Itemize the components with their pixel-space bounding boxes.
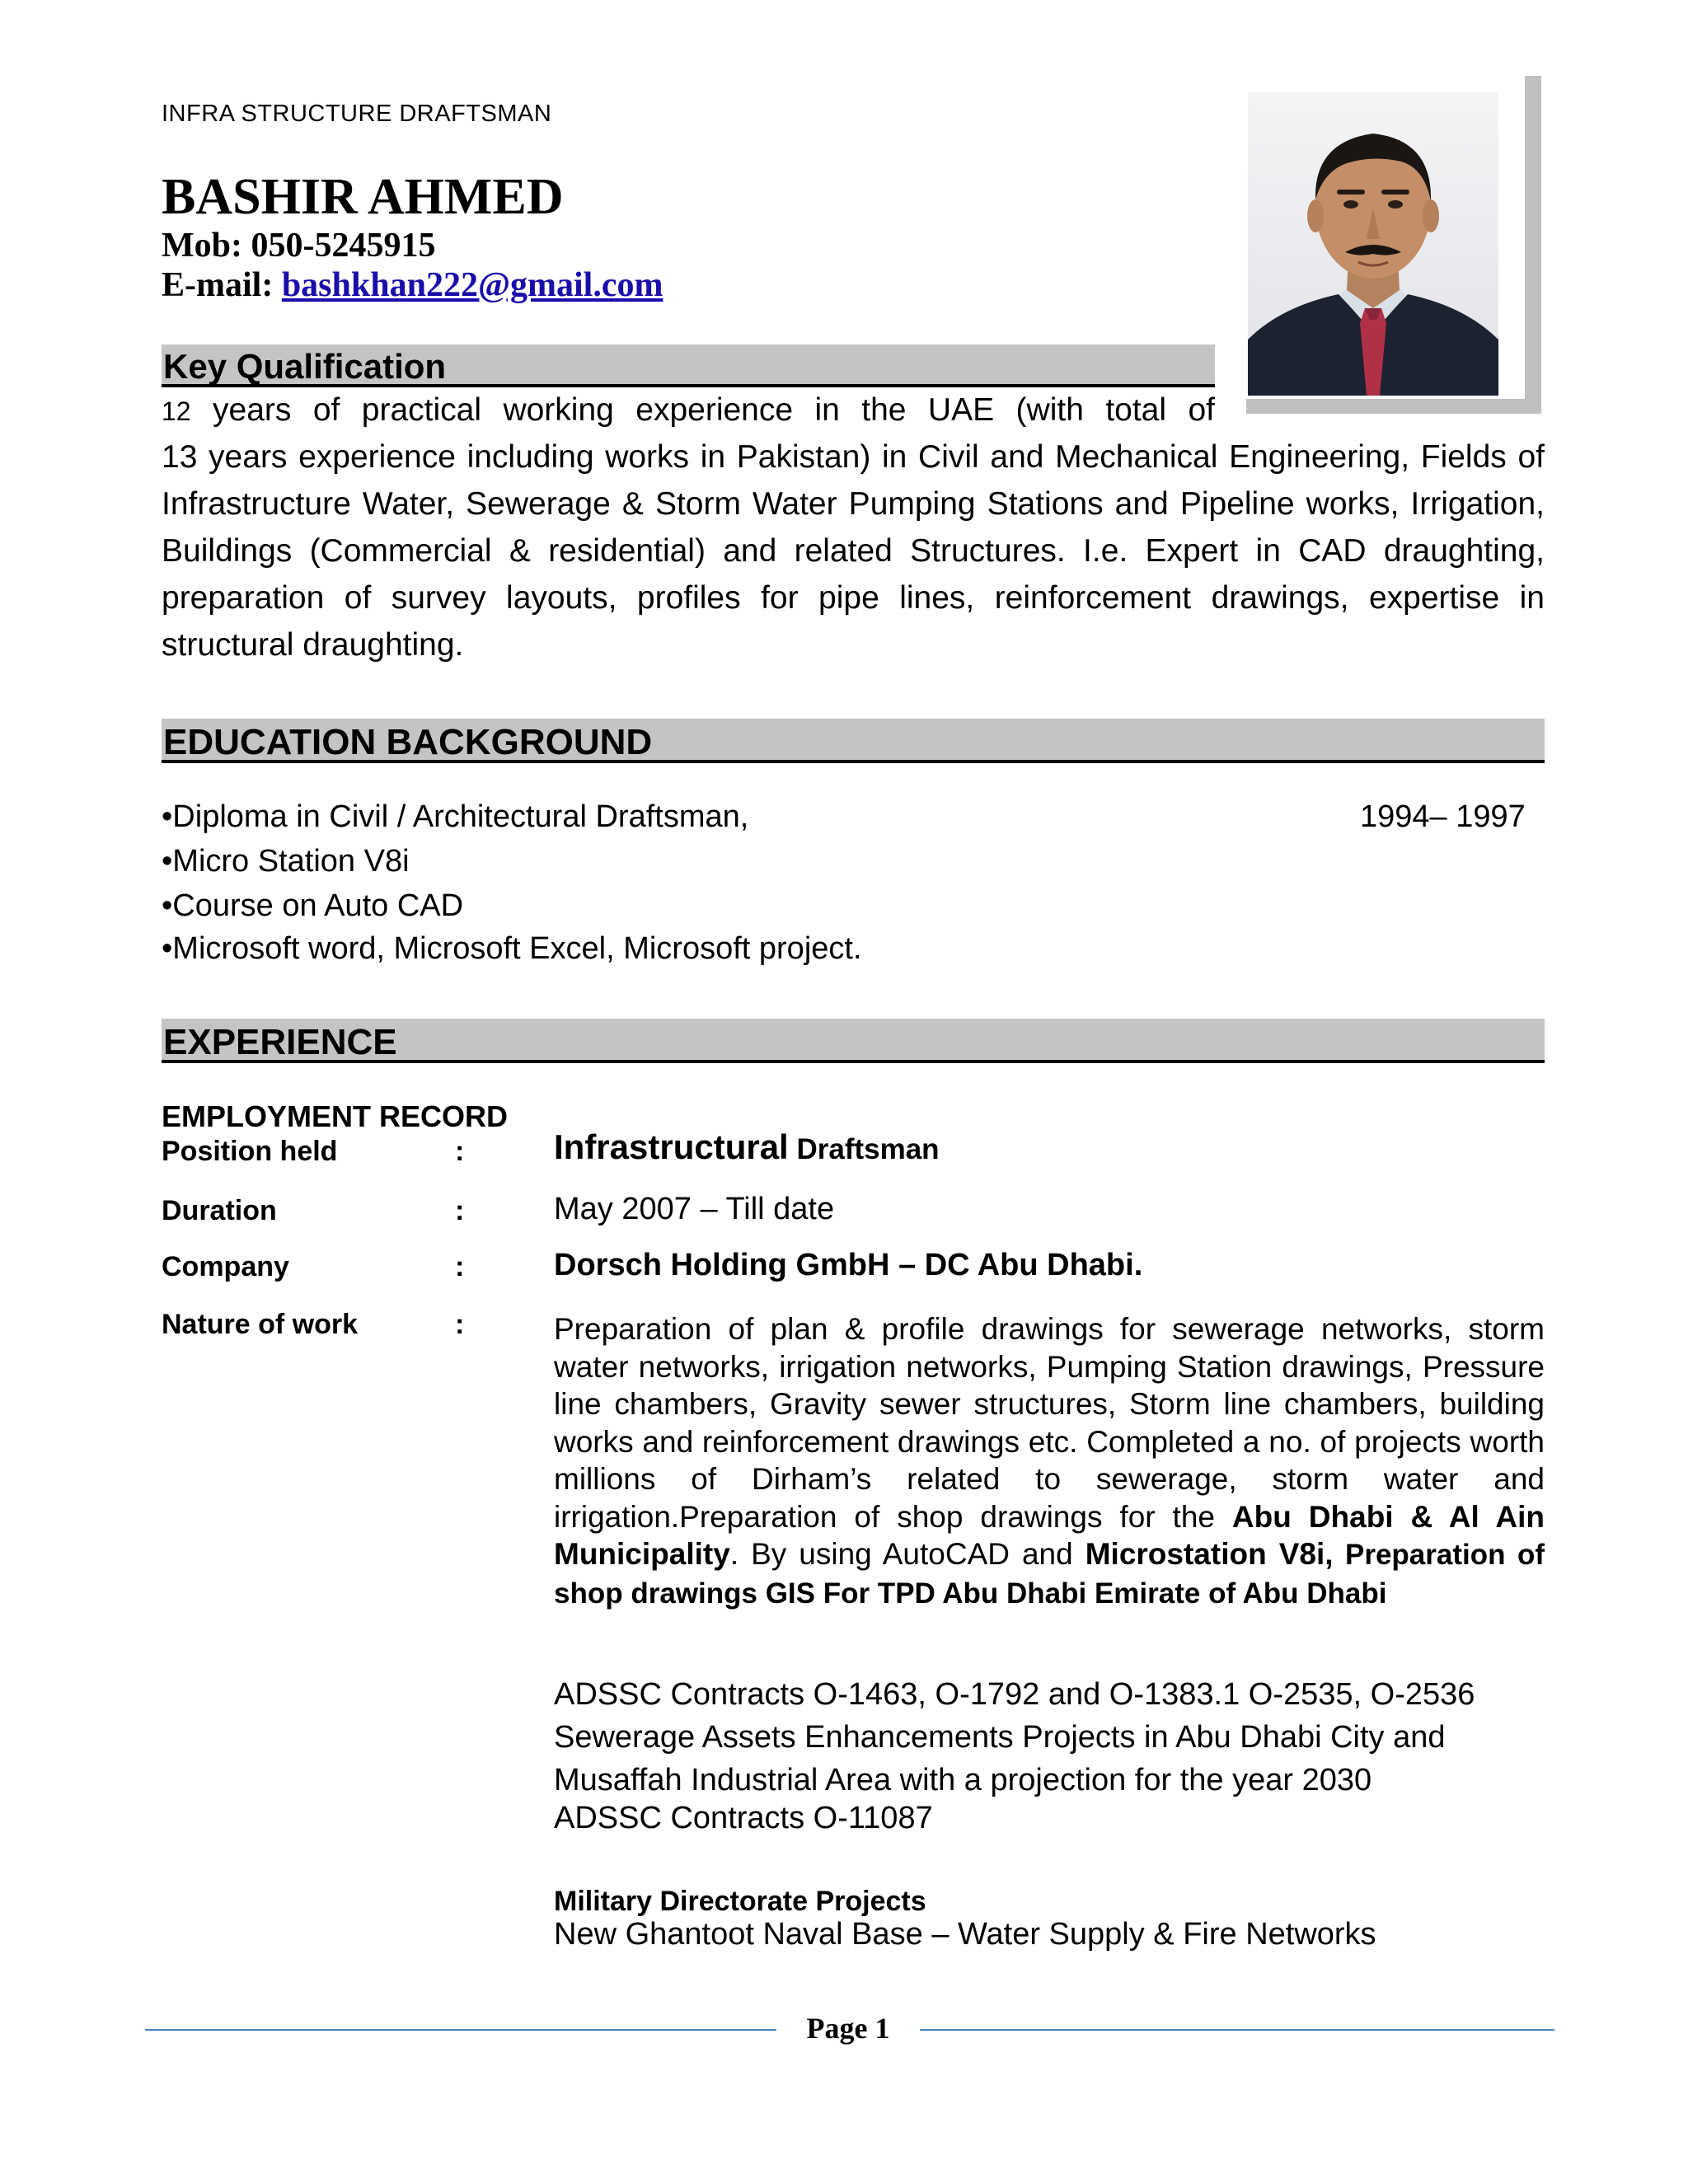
candidate-name: BASHIR AHMED <box>162 169 564 225</box>
contract-line: Sewerage Assets Enhancements Projects in Abu Dhabi City and <box>554 1720 1446 1755</box>
education-heading: EDUCATION BACKGROUND <box>162 719 1545 763</box>
mobile-label: Mob: <box>162 227 242 265</box>
nature-of-work-text <box>554 1310 1545 1612</box>
duration-label: Duration <box>162 1195 277 1226</box>
education-item-diploma: •Diploma in Civil / Architectural Draftsman, <box>162 799 749 834</box>
job-title: INFRA STRUCTURE DRAFTSMAN <box>162 101 552 127</box>
company-value: Dorsch Holding GmbH – DC Abu Dhabi. <box>554 1248 1143 1282</box>
education-item-microstation: •Micro Station V8i <box>162 844 410 879</box>
nature-microstation: Microstation V8i, <box>1085 1537 1334 1571</box>
experience-heading: EXPERIENCE <box>162 1019 1545 1063</box>
contracts-list <box>554 1673 1545 1840</box>
nature-municipality: Abu Dhabi & Al Ain Municipality <box>554 1499 1545 1571</box>
duration-colon: : <box>455 1195 465 1226</box>
nature-text-1: Preparation of plan & profile drawings for sewerage networks, storm water networks, irrigation networks, Pumping Station drawings, Pressure line chambers, Gravity sewer structures, Storm line chambers, building works and reinforcement drawings etc. Completed a no. of projects worth millions of Dirham’s related to sewerage, storm water and irrigation.Preparation of shop drawings for the <box>554 1312 1545 1534</box>
employment-record-title: EMPLOYMENT RECORD <box>162 1099 509 1133</box>
footer-rule-right <box>920 2029 1554 2031</box>
portrait-image <box>1248 92 1498 396</box>
key-qualification-text: 13 years experience including works in Pakistan) in Civil and Mechanical Engineering, Fields of Infrastructure Water, Sewerage & Storm Water Pumping Stations and Pipeline works, Irrigation, Buildings (Commercial & residential) and related Structures. I.e. Expert in CAD draughting, preparation of survey layouts, profiles for pipe lines, reinforcement drawings, expertise in structural draughting. <box>162 439 1545 663</box>
company-label: Company <box>162 1251 289 1282</box>
military-projects-title: Military Directorate Projects <box>554 1886 926 1917</box>
photo-shadow-right <box>1525 76 1541 414</box>
position-value <box>554 1127 940 1167</box>
email-label: E-mail: <box>162 266 274 304</box>
education-diploma-years: 1994– 1997 <box>1360 799 1526 834</box>
contract-line: ADSSC Contracts O-1463, O-1792 and O-1383.1 O-2535, O-2536 <box>554 1677 1475 1712</box>
key-qualification-heading: Key Qualification <box>162 344 1215 387</box>
years-number: 12 <box>162 396 191 426</box>
contract-line: ADSSC Contracts O-11087 <box>554 1801 933 1835</box>
email-line <box>162 265 663 305</box>
duration-value: May 2007 – Till date <box>554 1192 835 1226</box>
education-item-office: •Microsoft word, Microsoft Excel, Microsoft project. <box>162 931 862 966</box>
page-number: Page 1 <box>806 2012 890 2045</box>
nature-text-2: . By using AutoCAD and <box>729 1537 1085 1571</box>
military-projects-text: New Ghantoot Naval Base – Water Supply & Fire Networks <box>554 1917 1376 1952</box>
footer-rule-left <box>145 2029 776 2031</box>
contract-line: Musaffah Industrial Area with a projection for the year 2030 <box>554 1763 1372 1797</box>
position-colon: : <box>455 1136 465 1167</box>
photo-shadow-bottom <box>1246 399 1541 414</box>
key-qualification-first-line <box>162 387 1215 434</box>
email-link[interactable]: bashkhan222@gmail.com <box>281 266 663 304</box>
mobile-line <box>162 226 436 265</box>
profile-photo <box>1246 91 1500 397</box>
nature-colon: : <box>455 1309 465 1340</box>
nature-gis: Preparation of shop drawings GIS For TPD Abu Dhabi Emirate of Abu Dhabi <box>554 1539 1545 1610</box>
position-label: Position held <box>162 1136 338 1167</box>
first-line-text: years of practical working experience in the UAE (with total of <box>190 392 1215 428</box>
mobile-number: 050-5245915 <box>251 227 436 265</box>
position-main: Infrastructural <box>554 1127 789 1166</box>
position-sub: Draftsman <box>788 1133 940 1165</box>
education-item-autocad: •Course on Auto CAD <box>162 888 464 923</box>
company-colon: : <box>455 1251 465 1282</box>
nature-label: Nature of work <box>162 1309 359 1340</box>
